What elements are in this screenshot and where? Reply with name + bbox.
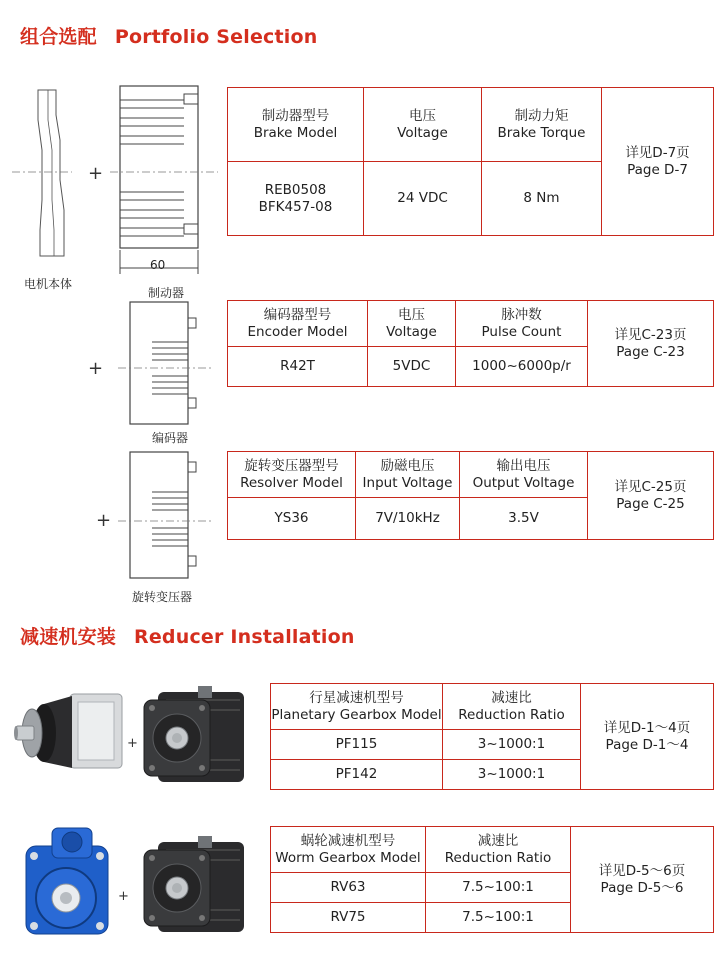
header-cn: 旋转变压器型号 bbox=[244, 457, 339, 474]
encoder-header-model bbox=[228, 301, 368, 347]
encoder-pulse-cell: 1000~6000p/r bbox=[456, 347, 588, 387]
header-cn: 蜗轮减速机型号 bbox=[300, 832, 396, 849]
header-cn: 电压 bbox=[409, 107, 436, 124]
encoder-page-ref bbox=[588, 301, 714, 387]
motor-body-sketch bbox=[12, 80, 72, 270]
brake-model-1: REB0508 bbox=[264, 181, 327, 198]
plus-sign: + bbox=[88, 358, 104, 379]
worm-table bbox=[270, 826, 714, 933]
header-en: Encoder Model bbox=[247, 323, 348, 340]
header-cn: 减速比 bbox=[477, 832, 519, 849]
resolver-input-cell: 7V/10kHz bbox=[356, 498, 460, 540]
header-cn: 输出电压 bbox=[496, 457, 551, 474]
encoder-voltage-cell: 5VDC bbox=[368, 347, 456, 387]
brake-torque-cell: 8 Nm bbox=[482, 162, 602, 236]
brake-header-model bbox=[228, 88, 364, 162]
header-en: Reduction Ratio bbox=[444, 849, 552, 866]
planetary-model-cell: PF115 bbox=[271, 730, 443, 760]
header-en: Output Voltage bbox=[472, 474, 575, 491]
brake-model-2: BFK457-08 bbox=[258, 198, 333, 215]
page-ref-cn: 详见C-25页 bbox=[614, 478, 687, 495]
header-cn: 编码器型号 bbox=[263, 306, 332, 323]
resolver-header-input bbox=[356, 452, 460, 498]
page-ref-en: Page D-1～4 bbox=[605, 736, 689, 753]
resolver-header-output bbox=[460, 452, 588, 498]
encoder-table bbox=[227, 300, 714, 387]
resolver-page-ref bbox=[588, 452, 714, 540]
header-en: Voltage bbox=[397, 124, 448, 141]
header-cn: 制动器型号 bbox=[261, 107, 330, 124]
encoder-caption: 编码器 bbox=[152, 431, 189, 445]
header-en: Resolver Model bbox=[240, 474, 343, 491]
header-en: Pulse Count bbox=[481, 323, 562, 340]
brake-dimension-label: 60 bbox=[150, 258, 166, 272]
planetary-model-cell: PF142 bbox=[271, 760, 443, 790]
portfolio-section-title bbox=[20, 22, 317, 49]
header-en: Brake Model bbox=[253, 124, 338, 141]
header-cn: 制动力矩 bbox=[514, 107, 569, 124]
resolver-sketch bbox=[118, 448, 218, 584]
plus-sign: + bbox=[88, 163, 104, 184]
brake-header-torque bbox=[482, 88, 602, 162]
page-ref-en: Page C-23 bbox=[616, 343, 685, 360]
encoder-header-pulse bbox=[456, 301, 588, 347]
reducer-section-title bbox=[20, 622, 355, 649]
planetary-page-ref bbox=[581, 684, 714, 790]
servo-motor-image bbox=[140, 836, 244, 936]
resolver-output-cell: 3.5V bbox=[460, 498, 588, 540]
header-en: Worm Gearbox Model bbox=[275, 849, 421, 866]
header-cn: 电压 bbox=[398, 306, 425, 323]
worm-ratio-cell: 7.5~100:1 bbox=[426, 903, 571, 933]
planetary-gearbox-image bbox=[14, 688, 126, 780]
worm-page-ref bbox=[571, 827, 714, 933]
brake-table bbox=[227, 87, 714, 236]
brake-caption: 制动器 bbox=[148, 286, 185, 300]
page-ref-cn: 详见D-7页 bbox=[625, 144, 690, 161]
header-en: Input Voltage bbox=[362, 474, 453, 491]
header-cn: 脉冲数 bbox=[501, 306, 542, 323]
worm-header-model bbox=[271, 827, 426, 873]
plus-sign: + bbox=[118, 889, 129, 904]
worm-model-cell: RV75 bbox=[271, 903, 426, 933]
header-cn: 行星减速机型号 bbox=[309, 689, 404, 706]
planetary-ratio-cell: 3~1000:1 bbox=[443, 730, 581, 760]
planetary-header-model bbox=[271, 684, 443, 730]
motor-body-caption: 电机本体 bbox=[24, 277, 73, 291]
header-en: Voltage bbox=[386, 323, 437, 340]
brake-page-ref bbox=[602, 88, 714, 236]
reducer-title-cn: 减速机安装 bbox=[20, 626, 117, 648]
resolver-model-cell: YS36 bbox=[228, 498, 356, 540]
page-ref-cn: 详见C-23页 bbox=[614, 326, 687, 343]
servo-motor-image bbox=[140, 686, 244, 786]
planetary-ratio-cell: 3~1000:1 bbox=[443, 760, 581, 790]
plus-sign: + bbox=[127, 736, 138, 751]
encoder-sketch bbox=[118, 298, 218, 430]
encoder-header-voltage bbox=[368, 301, 456, 347]
worm-model-cell: RV63 bbox=[271, 873, 426, 903]
header-cn: 减速比 bbox=[491, 689, 532, 706]
worm-gearbox-image bbox=[14, 826, 118, 944]
page-ref-cn: 详见D-1～4页 bbox=[603, 719, 691, 736]
resolver-header-model bbox=[228, 452, 356, 498]
brake-voltage-cell: 24 VDC bbox=[364, 162, 482, 236]
brake-model-cell bbox=[228, 162, 364, 236]
page-ref-en: Page C-25 bbox=[616, 495, 685, 512]
worm-header-ratio bbox=[426, 827, 571, 873]
brake-sketch bbox=[110, 84, 220, 280]
header-en: Brake Torque bbox=[497, 124, 586, 141]
reducer-title-en: Reducer Installation bbox=[134, 626, 355, 648]
planetary-table bbox=[270, 683, 714, 790]
resolver-caption: 旋转变压器 bbox=[132, 590, 193, 604]
portfolio-title-en: Portfolio Selection bbox=[114, 26, 318, 48]
header-en: Planetary Gearbox Model bbox=[271, 706, 442, 723]
brake-header-voltage bbox=[364, 88, 482, 162]
portfolio-title-cn: 组合选配 bbox=[20, 26, 97, 48]
resolver-table bbox=[227, 451, 714, 540]
header-en: Reduction Ratio bbox=[458, 706, 565, 723]
page-ref-en: Page D-5～6 bbox=[600, 879, 684, 896]
page-ref-cn: 详见D-5～6页 bbox=[598, 862, 686, 879]
planetary-header-ratio bbox=[443, 684, 581, 730]
worm-ratio-cell: 7.5~100:1 bbox=[426, 873, 571, 903]
encoder-model-cell: R42T bbox=[228, 347, 368, 387]
plus-sign: + bbox=[96, 510, 112, 531]
page-ref-en: Page D-7 bbox=[627, 161, 688, 178]
header-cn: 励磁电压 bbox=[380, 457, 435, 474]
